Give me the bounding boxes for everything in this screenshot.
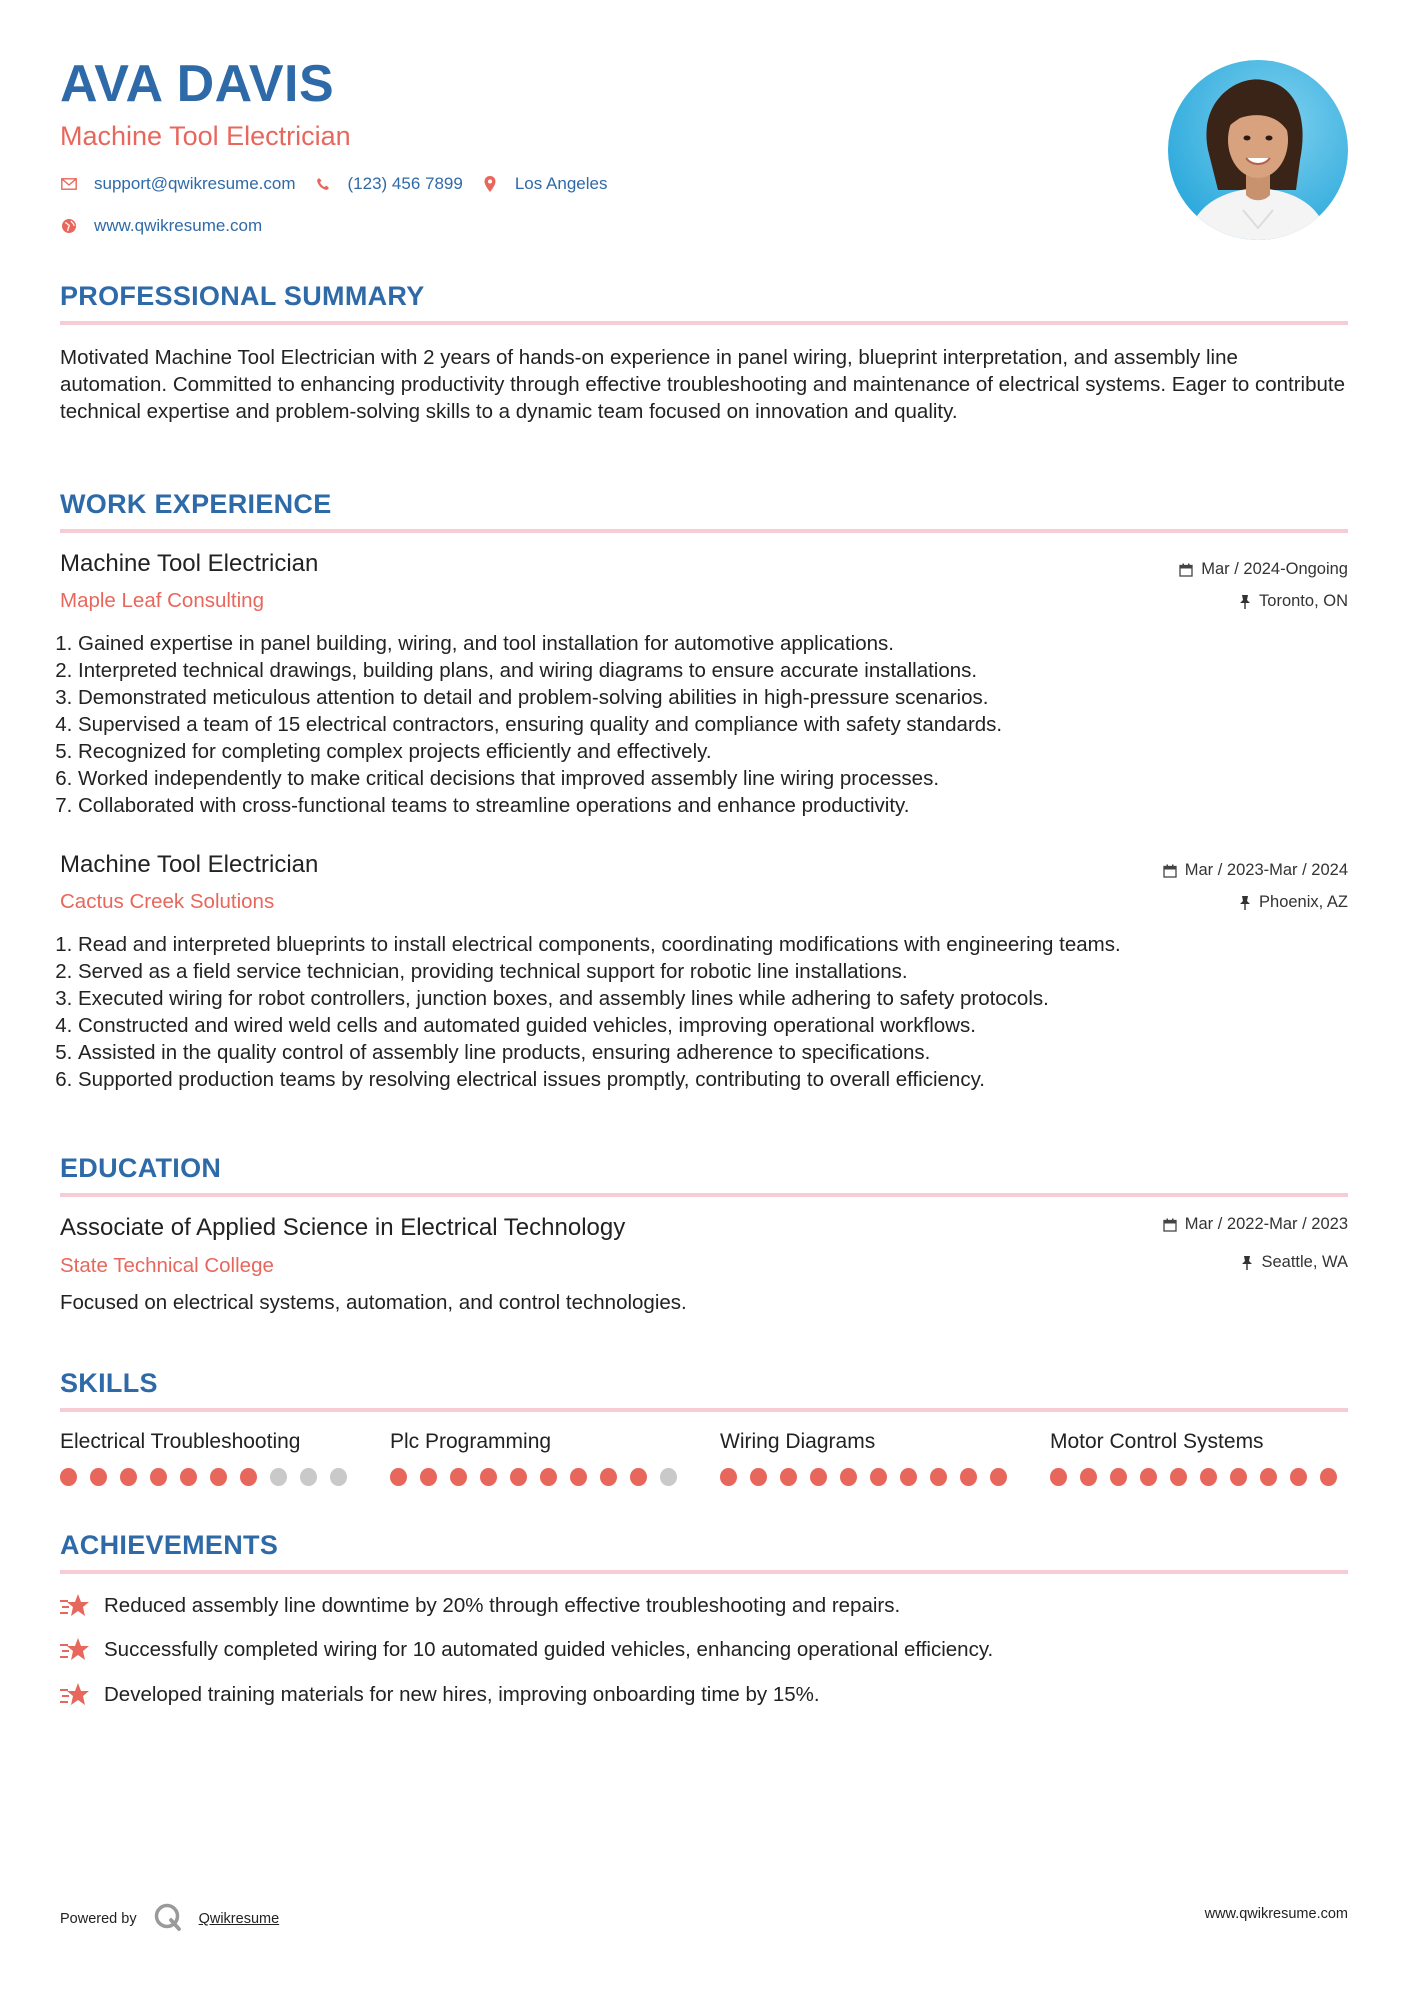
- list-item: 2. Served as a field service technician, providing technical support for robotic line installations.: [78, 958, 1378, 985]
- powered-by-label: Powered by: [60, 1911, 137, 1927]
- star-award-icon: [60, 1592, 92, 1620]
- job-dates-1: [1179, 560, 1348, 579]
- candidate-name: AVA DAVIS: [60, 55, 335, 113]
- location-pin-icon: [481, 175, 499, 193]
- skills-heading: SKILLS: [60, 1368, 158, 1398]
- skill-name: Motor Control Systems: [1050, 1430, 1264, 1453]
- skill-name: Electrical Troubleshooting: [60, 1430, 301, 1453]
- job-bullets-2: [60, 931, 1378, 1093]
- rating-dot-filled: [930, 1468, 947, 1486]
- calendar-icon: [1163, 1218, 1177, 1232]
- rating-dot-filled: [960, 1468, 977, 1486]
- phone-icon: [314, 175, 332, 193]
- email-link[interactable]: support@qwikresume.com: [94, 174, 296, 193]
- rating-dot-filled: [1260, 1468, 1277, 1486]
- qwikresume-logo-icon: [153, 1902, 183, 1936]
- list-item: 5. Recognized for completing complex projects efficiently and effectively.: [78, 738, 1378, 765]
- skill-item: [1050, 1430, 1350, 1486]
- education-divider: [60, 1193, 1348, 1197]
- job-location-1: [1239, 592, 1348, 611]
- education-description: Focused on electrical systems, automation, and control technologies.: [60, 1291, 687, 1314]
- achievement-item: [60, 1636, 993, 1664]
- qwikresume-brand-link[interactable]: Qwikresume: [198, 1911, 280, 1927]
- achievement-text: Successfully completed wiring for 10 automated guided vehicles, enhancing operational efficiency.: [104, 1638, 994, 1661]
- achievements-divider: [60, 1570, 1348, 1574]
- skill-name: Plc Programming: [390, 1430, 552, 1453]
- rating-dot-filled: [150, 1468, 167, 1486]
- phone-number[interactable]: (123) 456 7899: [347, 174, 463, 193]
- website-link[interactable]: www.qwikresume.com: [94, 216, 263, 235]
- list-item: 1. Read and interpreted blueprints to install electrical components, coordinating modifications with engineering teams.: [78, 931, 1378, 958]
- achievement-text: Reduced assembly line downtime by 20% through effective troubleshooting and repairs.: [104, 1594, 901, 1617]
- job-location-2: [1239, 893, 1348, 912]
- pushpin-icon: [1239, 594, 1251, 609]
- job-title-2: Machine Tool Electrician: [60, 851, 319, 878]
- rating-dot-empty: [270, 1468, 287, 1486]
- rating-dot-filled: [870, 1468, 887, 1486]
- rating-dot-filled: [570, 1468, 587, 1486]
- rating-dot-filled: [1110, 1468, 1127, 1486]
- achievement-text: Developed training materials for new hires, improving onboarding time by 15%.: [104, 1683, 820, 1706]
- globe-icon: [60, 217, 78, 235]
- skill-rating: [720, 1468, 1020, 1486]
- skills-divider: [60, 1408, 1348, 1412]
- achievements-heading: ACHIEVEMENTS: [60, 1530, 279, 1560]
- rating-dot-filled: [1200, 1468, 1217, 1486]
- skill-rating: [390, 1468, 690, 1486]
- rating-dot-filled: [1320, 1468, 1337, 1486]
- experience-divider: [60, 529, 1348, 533]
- rating-dot-filled: [600, 1468, 617, 1486]
- job-dates-text-1: Mar / 2024-Ongoing: [1201, 560, 1348, 578]
- experience-heading: WORK EXPERIENCE: [60, 489, 332, 519]
- list-item: 7. Collaborated with cross-functional teams to streamline operations and enhance productivity.: [78, 792, 1378, 819]
- list-item: 3. Executed wiring for robot controllers, junction boxes, and assembly lines while adhering to safety protocols.: [78, 985, 1378, 1012]
- rating-dot-filled: [1170, 1468, 1187, 1486]
- list-item: 4. Constructed and wired weld cells and automated guided vehicles, improving operational workflows.: [78, 1012, 1378, 1039]
- job-dates-2: [1163, 861, 1348, 880]
- email-icon: [60, 175, 78, 193]
- rating-dot-empty: [300, 1468, 317, 1486]
- star-award-icon: [60, 1681, 92, 1709]
- footer-site-link[interactable]: www.qwikresume.com: [1204, 1906, 1348, 1922]
- calendar-icon: [1179, 563, 1193, 577]
- list-item: 5. Assisted in the quality control of assembly line products, ensuring adherence to specifications.: [78, 1039, 1378, 1066]
- education-location: [1241, 1253, 1348, 1272]
- skill-item: [60, 1430, 360, 1486]
- rating-dot-filled: [900, 1468, 917, 1486]
- rating-dot-filled: [720, 1468, 737, 1486]
- education-location-text: Seattle, WA: [1261, 1253, 1348, 1271]
- education-dates: [1163, 1215, 1348, 1234]
- rating-dot-filled: [510, 1468, 527, 1486]
- rating-dot-filled: [240, 1468, 257, 1486]
- list-item: 4. Supervised a team of 15 electrical contractors, ensuring quality and compliance with safety standards.: [78, 711, 1378, 738]
- rating-dot-filled: [1080, 1468, 1097, 1486]
- rating-dot-filled: [90, 1468, 107, 1486]
- location-text: Los Angeles: [514, 174, 608, 193]
- calendar-icon: [1163, 864, 1177, 878]
- education-dates-text: Mar / 2022-Mar / 2023: [1184, 1215, 1348, 1233]
- summary-divider: [60, 321, 1348, 325]
- pushpin-icon: [1239, 895, 1251, 910]
- list-item: 1. Gained expertise in panel building, wiring, and tool installation for automotive applications.: [78, 630, 1378, 657]
- list-item: 2. Interpreted technical drawings, building plans, and wiring diagrams to ensure accurate installations.: [78, 657, 1378, 684]
- skill-rating: [1050, 1468, 1350, 1486]
- skill-item: [720, 1430, 1020, 1486]
- list-item: 6. Worked independently to make critical decisions that improved assembly line wiring processes.: [78, 765, 1378, 792]
- list-item: 3. Demonstrated meticulous attention to detail and problem-solving abilities in high-pressure scenarios.: [78, 684, 1378, 711]
- rating-dot-filled: [120, 1468, 137, 1486]
- rating-dot-filled: [480, 1468, 497, 1486]
- rating-dot-filled: [630, 1468, 647, 1486]
- job-location-text-1: Toronto, ON: [1259, 592, 1348, 610]
- job-location-text-2: Phoenix, AZ: [1259, 893, 1348, 911]
- pushpin-icon: [1241, 1255, 1253, 1270]
- rating-dot-filled: [750, 1468, 767, 1486]
- footer-powered-by: [60, 1902, 279, 1936]
- job-dates-text-2: Mar / 2023-Mar / 2024: [1184, 861, 1348, 879]
- skill-item: [390, 1430, 690, 1486]
- rating-dot-empty: [330, 1468, 347, 1486]
- rating-dot-filled: [450, 1468, 467, 1486]
- company-name-1: Maple Leaf Consulting: [60, 589, 264, 612]
- rating-dot-filled: [420, 1468, 437, 1486]
- skill-rating: [60, 1468, 360, 1486]
- contact-row-primary: [60, 174, 625, 194]
- skill-name: Wiring Diagrams: [720, 1430, 876, 1453]
- rating-dot-filled: [1230, 1468, 1247, 1486]
- contact-row-secondary: [60, 216, 280, 236]
- degree-title: Associate of Applied Science in Electrical Technology: [60, 1214, 626, 1241]
- job-bullets-1: [60, 630, 1378, 819]
- rating-dot-filled: [1290, 1468, 1307, 1486]
- rating-dot-filled: [180, 1468, 197, 1486]
- summary-heading: PROFESSIONAL SUMMARY: [60, 281, 425, 311]
- rating-dot-filled: [810, 1468, 827, 1486]
- rating-dot-filled: [840, 1468, 857, 1486]
- rating-dot-filled: [540, 1468, 557, 1486]
- achievement-item: [60, 1592, 900, 1620]
- rating-dot-filled: [390, 1468, 407, 1486]
- rating-dot-filled: [210, 1468, 227, 1486]
- rating-dot-empty: [660, 1468, 677, 1486]
- rating-dot-filled: [1140, 1468, 1157, 1486]
- achievement-item: [60, 1681, 820, 1709]
- summary-text: Motivated Machine Tool Electrician with 2 years of hands-on experience in panel wiring, blueprint interpretation, and assembly line automation. Committed to enhancing productivity through effective troubleshooting and maintenance of electrical systems. Eager to contribute technical expertise and problem-solving skills to a dynamic team focused on innovation and quality.: [60, 346, 1346, 423]
- education-heading: EDUCATION: [60, 1153, 222, 1183]
- school-name: State Technical College: [60, 1254, 274, 1277]
- star-award-icon: [60, 1636, 92, 1664]
- rating-dot-filled: [1050, 1468, 1067, 1486]
- company-name-2: Cactus Creek Solutions: [60, 890, 275, 913]
- rating-dot-filled: [60, 1468, 77, 1486]
- profile-photo: [1168, 60, 1348, 240]
- job-title-1: Machine Tool Electrician: [60, 550, 319, 577]
- candidate-title: Machine Tool Electrician: [60, 121, 351, 151]
- rating-dot-filled: [990, 1468, 1007, 1486]
- rating-dot-filled: [780, 1468, 797, 1486]
- list-item: 6. Supported production teams by resolving electrical issues promptly, contributing to overall efficiency.: [78, 1066, 1378, 1093]
